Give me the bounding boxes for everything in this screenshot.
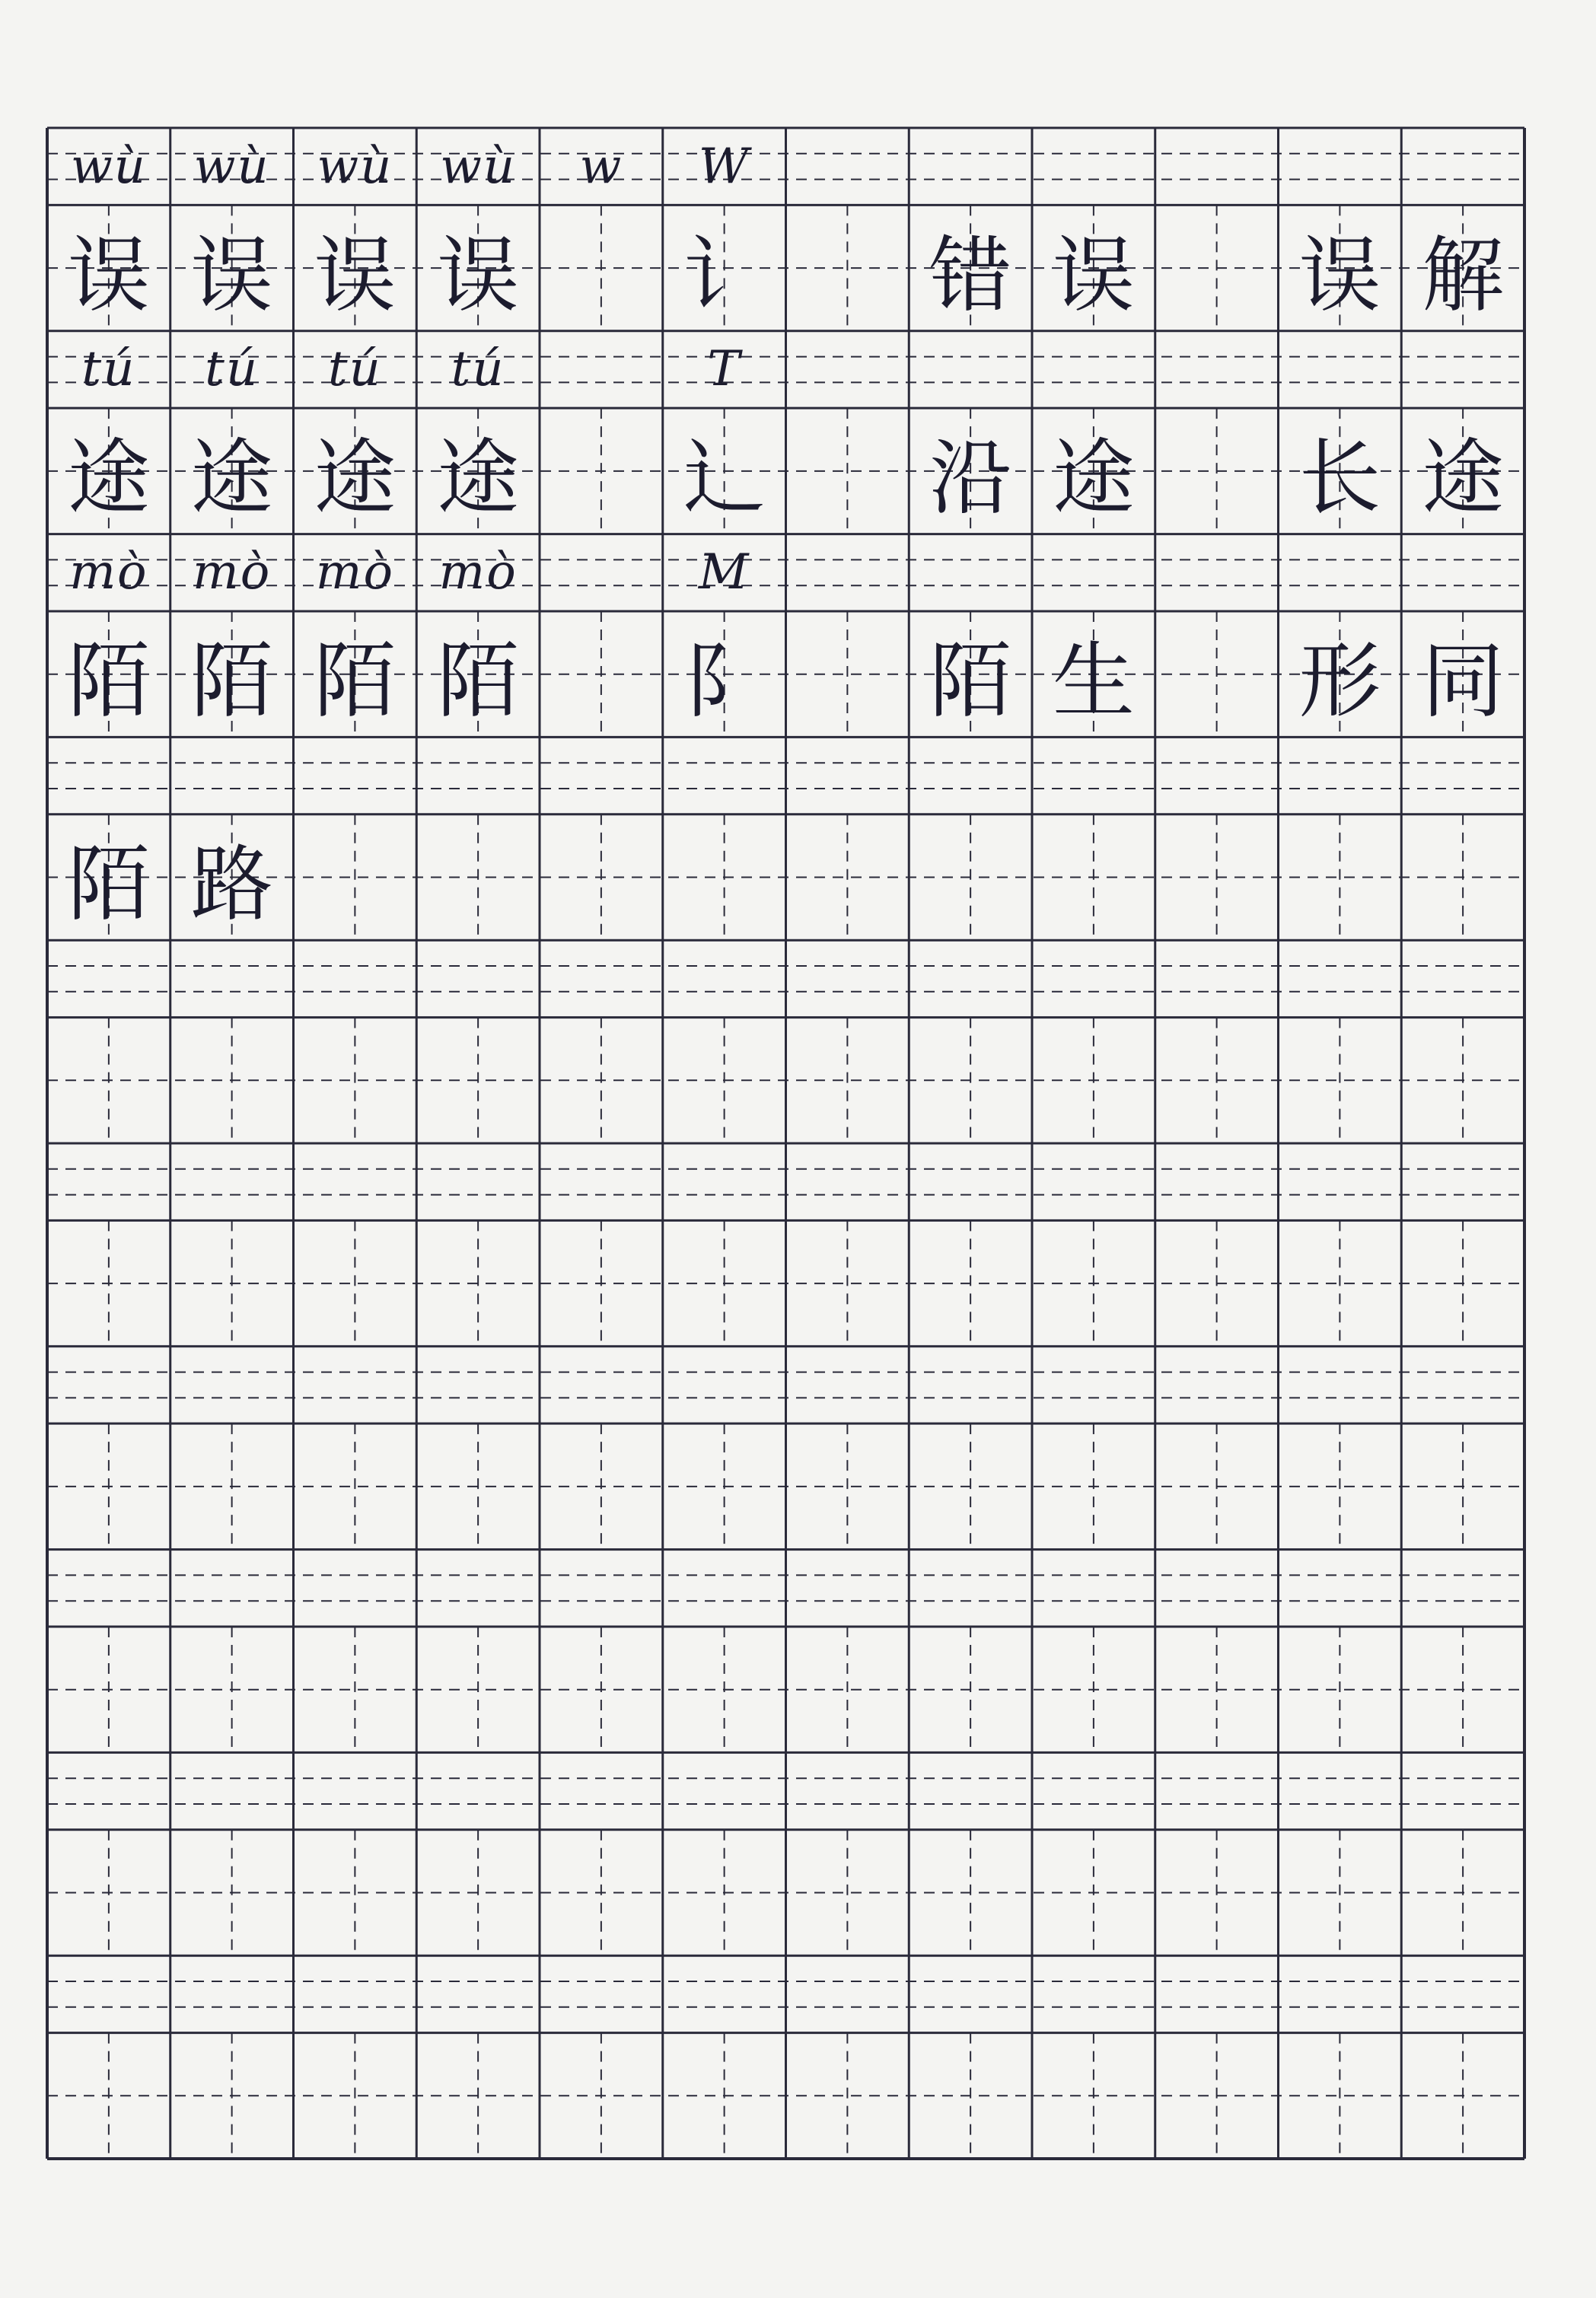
pinyin-cell (663, 737, 786, 814)
character-cell (1401, 1423, 1524, 1549)
character-cell (1155, 1830, 1279, 1955)
character-cell (1279, 1830, 1402, 1955)
pinyin-cell (1279, 1955, 1402, 2032)
pinyin-cell (1032, 1347, 1155, 1423)
character-cell (1032, 1830, 1155, 1955)
pinyin-cell: T (707, 341, 741, 398)
pinyin-cell (1155, 534, 1279, 611)
pinyin-cell (416, 940, 540, 1017)
character-cell: 生 (1052, 634, 1135, 730)
character-cell (663, 2033, 786, 2159)
pinyin-cell: tú (205, 341, 260, 398)
pinyin-cell: tú (327, 341, 382, 398)
pinyin-cell (416, 1347, 540, 1423)
character-cell (1032, 1423, 1155, 1549)
pinyin-cell (540, 1955, 663, 2032)
character-cell: 阝 (683, 634, 766, 730)
pinyin-cell (294, 737, 417, 814)
character-cell (1155, 408, 1279, 534)
character-cell (416, 1018, 540, 1143)
pinyin-cell (170, 1550, 294, 1627)
pinyin-cell (1279, 534, 1402, 611)
character-cell: 误 (1052, 228, 1135, 324)
pinyin-cell (47, 1143, 170, 1220)
pinyin-cell (1032, 534, 1155, 611)
character-cell (47, 1830, 170, 1955)
pinyin-cell (170, 737, 294, 814)
character-cell (170, 1627, 294, 1752)
character-cell (540, 408, 663, 534)
pinyin-cell: wù (193, 138, 270, 195)
character-cell (1032, 1627, 1155, 1752)
character-cell: 错 (929, 228, 1012, 324)
character-cell (909, 1830, 1032, 1955)
pinyin-cell (170, 1752, 294, 1829)
pinyin-cell: mò (193, 544, 272, 601)
pinyin-cell (1279, 737, 1402, 814)
pinyin-cell (909, 737, 1032, 814)
character-cell: 长 (1298, 431, 1381, 527)
character-cell: 途 (1052, 431, 1135, 527)
character-cell (786, 814, 909, 940)
pinyin-cell: tú (81, 341, 136, 398)
character-cell (663, 1627, 786, 1752)
pinyin-cell (1279, 128, 1402, 205)
pinyin-cell (416, 737, 540, 814)
character-cell (909, 1220, 1032, 1346)
pinyin-cell (1155, 940, 1279, 1017)
pinyin-cell: wù (440, 138, 517, 195)
pinyin-cell: mò (69, 544, 148, 601)
pinyin-cell (663, 1955, 786, 2032)
pinyin-cell (786, 1143, 909, 1220)
pinyin-cell (1279, 1143, 1402, 1220)
character-cell (909, 1627, 1032, 1752)
character-cell (47, 1220, 170, 1346)
character-cell (170, 2033, 294, 2159)
character-cell (1401, 1018, 1524, 1143)
pinyin-cell (416, 1550, 540, 1627)
character-cell (1155, 1423, 1279, 1549)
pinyin-cell (1279, 1752, 1402, 1829)
pinyin-cell (540, 1347, 663, 1423)
character-cell (294, 1018, 417, 1143)
character-cell (47, 1018, 170, 1143)
pinyin-cell: wù (70, 138, 147, 195)
character-cell (170, 1018, 294, 1143)
character-cell: 解 (1422, 228, 1505, 324)
character-cell (909, 1423, 1032, 1549)
character-cell (786, 1423, 909, 1549)
character-cell (1155, 1018, 1279, 1143)
pinyin-cell (1401, 128, 1524, 205)
character-cell (1401, 2033, 1524, 2159)
pinyin-cell (663, 940, 786, 1017)
character-cell (540, 611, 663, 737)
character-cell: 陌 (437, 634, 520, 730)
pinyin-cell (1032, 128, 1155, 205)
pinyin-cell (909, 1143, 1032, 1220)
character-cell: 误 (1298, 228, 1381, 324)
character-cell: 辶 (683, 431, 766, 527)
character-cell (1279, 814, 1402, 940)
character-cell (786, 205, 909, 330)
character-cell: 陌 (314, 634, 397, 730)
pinyin-cell (909, 940, 1032, 1017)
character-cell (786, 1627, 909, 1752)
character-cell (416, 2033, 540, 2159)
pinyin-cell (1155, 737, 1279, 814)
character-cell: 途 (1422, 431, 1505, 527)
character-cell (170, 1830, 294, 1955)
pinyin-cell (1279, 940, 1402, 1017)
pinyin-cell (909, 128, 1032, 205)
character-cell: 误 (314, 228, 397, 324)
pinyin-cell (1155, 331, 1279, 408)
character-cell (1032, 1220, 1155, 1346)
character-cell (1401, 1830, 1524, 1955)
character-cell (786, 408, 909, 534)
character-cell (540, 1830, 663, 1955)
pinyin-cell (663, 1752, 786, 1829)
character-cell: 同 (1422, 634, 1505, 730)
character-cell (294, 1423, 417, 1549)
pinyin-cell (1401, 940, 1524, 1017)
pinyin-cell (540, 737, 663, 814)
character-cell: 形 (1298, 634, 1381, 730)
pinyin-cell (786, 1752, 909, 1829)
character-cell: 途 (190, 431, 273, 527)
character-cell (1401, 1627, 1524, 1752)
pinyin-cell (1401, 1143, 1524, 1220)
pinyin-cell (1032, 1955, 1155, 2032)
pinyin-cell (540, 940, 663, 1017)
character-cell (786, 1220, 909, 1346)
pinyin-cell (1155, 1752, 1279, 1829)
character-cell (786, 2033, 909, 2159)
pinyin-cell (909, 331, 1032, 408)
pinyin-cell (1155, 1347, 1279, 1423)
character-cell (416, 1627, 540, 1752)
pinyin-cell (1401, 1752, 1524, 1829)
character-cell (663, 1830, 786, 1955)
character-cell (1279, 2033, 1402, 2159)
character-cell (540, 1627, 663, 1752)
pinyin-cell (1032, 940, 1155, 1017)
character-cell (1279, 1423, 1402, 1549)
character-cell (294, 814, 417, 940)
pinyin-cell (663, 1347, 786, 1423)
pinyin-cell (786, 128, 909, 205)
pinyin-cell (47, 737, 170, 814)
pinyin-cell (1032, 1143, 1155, 1220)
character-cell (786, 1830, 909, 1955)
pinyin-cell: W (698, 138, 750, 195)
character-cell (1155, 205, 1279, 330)
character-cell: 路 (190, 837, 273, 932)
pinyin-cell: M (698, 544, 750, 601)
character-cell (294, 1627, 417, 1752)
character-cell (294, 2033, 417, 2159)
character-cell (1155, 611, 1279, 737)
pinyin-cell (47, 1550, 170, 1627)
pinyin-cell (1401, 331, 1524, 408)
pinyin-cell (540, 1550, 663, 1627)
pinyin-cell (786, 1347, 909, 1423)
character-cell: 沿 (929, 431, 1012, 527)
pinyin-cell (1032, 331, 1155, 408)
pinyin-cell (909, 1752, 1032, 1829)
pinyin-cell (1401, 534, 1524, 611)
pinyin-cell (47, 1347, 170, 1423)
character-cell (1155, 1220, 1279, 1346)
character-cell: 陌 (67, 837, 150, 932)
pinyin-cell (786, 534, 909, 611)
character-cell (1401, 814, 1524, 940)
character-cell (1032, 814, 1155, 940)
pinyin-cell (540, 534, 663, 611)
pinyin-cell (1279, 1347, 1402, 1423)
character-cell (540, 1220, 663, 1346)
pinyin-cell (540, 331, 663, 408)
pinyin-cell (786, 940, 909, 1017)
character-cell (1401, 1220, 1524, 1346)
pinyin-cell (540, 1752, 663, 1829)
character-cell (294, 1830, 417, 1955)
pinyin-cell (170, 1347, 294, 1423)
pinyin-cell (786, 1550, 909, 1627)
pinyin-cell (47, 1752, 170, 1829)
character-cell (170, 1423, 294, 1549)
character-cell: 陌 (190, 634, 273, 730)
pinyin-cell (1155, 1143, 1279, 1220)
character-cell: 陌 (929, 634, 1012, 730)
character-cell (1155, 2033, 1279, 2159)
character-cell (663, 1423, 786, 1549)
pinyin-cell (294, 1143, 417, 1220)
character-cell: 误 (437, 228, 520, 324)
character-cell (909, 2033, 1032, 2159)
pinyin-cell (786, 1955, 909, 2032)
character-cell (540, 814, 663, 940)
character-cell: 误 (190, 228, 273, 324)
character-cell (663, 814, 786, 940)
pinyin-cell (663, 1550, 786, 1627)
pinyin-cell (1279, 331, 1402, 408)
character-cell (1155, 1627, 1279, 1752)
character-cell (416, 1423, 540, 1549)
pinyin-cell: mò (438, 544, 518, 601)
pinyin-cell (47, 1955, 170, 2032)
pinyin-cell (909, 1550, 1032, 1627)
character-cell (416, 1220, 540, 1346)
pinyin-cell (1032, 1752, 1155, 1829)
pinyin-cell (1155, 1955, 1279, 2032)
character-cell: 误 (67, 228, 150, 324)
character-cell (663, 1220, 786, 1346)
character-cell (909, 1018, 1032, 1143)
pinyin-cell (1401, 1347, 1524, 1423)
pinyin-cell (1032, 737, 1155, 814)
character-cell (294, 1220, 417, 1346)
character-cell: 途 (314, 431, 397, 527)
pinyin-cell (909, 534, 1032, 611)
pinyin-cell (294, 1550, 417, 1627)
pinyin-cell (416, 1955, 540, 2032)
pinyin-cell: tú (451, 341, 505, 398)
pinyin-cell (416, 1752, 540, 1829)
pinyin-cell (416, 1143, 540, 1220)
character-cell (1032, 1018, 1155, 1143)
character-cell (416, 1830, 540, 1955)
character-cell: 途 (67, 431, 150, 527)
pinyin-cell (786, 331, 909, 408)
character-cell (47, 2033, 170, 2159)
character-cell (1279, 1220, 1402, 1346)
character-cell (540, 2033, 663, 2159)
pinyin-cell (294, 1347, 417, 1423)
character-cell (47, 1627, 170, 1752)
pinyin-cell (1401, 1955, 1524, 2032)
character-cell (663, 1018, 786, 1143)
pinyin-cell (786, 737, 909, 814)
pinyin-cell (1401, 737, 1524, 814)
character-cell (1279, 1018, 1402, 1143)
character-cell: 途 (437, 431, 520, 527)
character-cell (909, 814, 1032, 940)
pinyin-cell (170, 940, 294, 1017)
pinyin-cell (170, 1955, 294, 2032)
pinyin-cell (1032, 1550, 1155, 1627)
pinyin-cell: w (579, 138, 623, 195)
pinyin-cell (47, 940, 170, 1017)
pinyin-cell (909, 1955, 1032, 2032)
pinyin-cell (294, 1752, 417, 1829)
pinyin-cell (909, 1347, 1032, 1423)
character-cell: 讠 (683, 228, 766, 324)
character-cell (540, 1018, 663, 1143)
character-cell (416, 814, 540, 940)
character-cell (1032, 2033, 1155, 2159)
pinyin-cell (1401, 1550, 1524, 1627)
pinyin-cell: mò (315, 544, 394, 601)
pinyin-cell (294, 1955, 417, 2032)
character-cell (540, 205, 663, 330)
character-cell (786, 1018, 909, 1143)
character-cell (786, 611, 909, 737)
character-cell (1155, 814, 1279, 940)
pinyin-cell (1279, 1550, 1402, 1627)
character-cell (47, 1423, 170, 1549)
character-cell: 陌 (67, 634, 150, 730)
pinyin-cell (1155, 128, 1279, 205)
character-cell (170, 1220, 294, 1346)
pinyin-cell (663, 1143, 786, 1220)
character-cell (1279, 1627, 1402, 1752)
character-cell (540, 1423, 663, 1549)
pinyin-cell (1155, 1550, 1279, 1627)
pinyin-cell (170, 1143, 294, 1220)
pinyin-cell (540, 1143, 663, 1220)
pinyin-cell: wù (317, 138, 393, 195)
pinyin-cell (294, 940, 417, 1017)
